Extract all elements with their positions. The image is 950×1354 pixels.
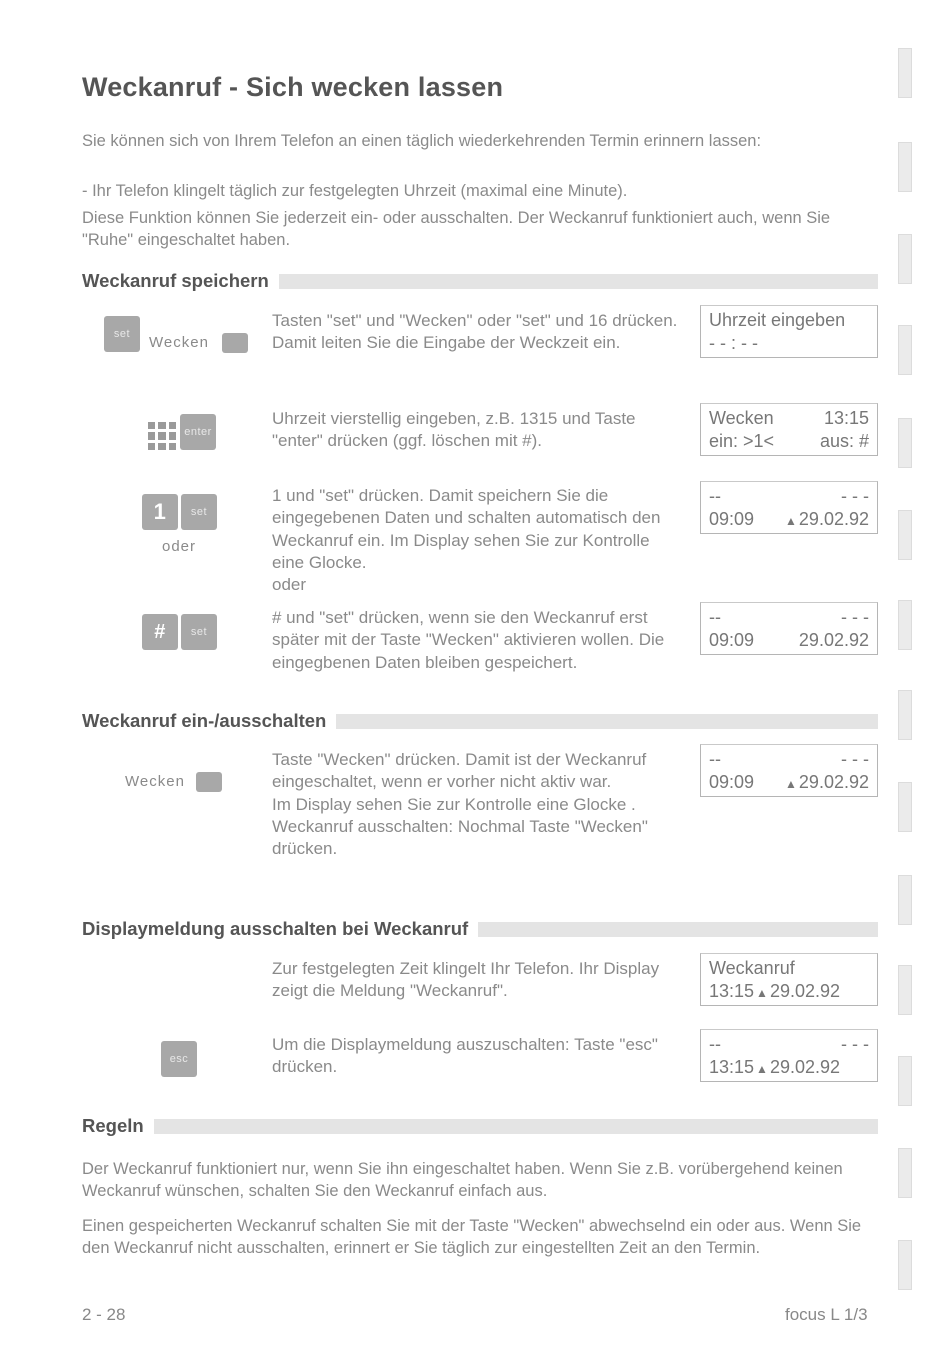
lcd-text: - - - [841, 749, 869, 769]
display-wecken-time [700, 403, 878, 456]
display-alarm-on [700, 481, 878, 534]
lcd-text: ein: >1< [709, 431, 775, 451]
step4-text: # und "set" drücken, wenn sie den Weckanruf erst später mit der Taste "Wecken" aktivieren wollen. Die eingegbenen Daten bleiben gespeichert. [272, 608, 665, 672]
lcd-text: -- [709, 1034, 721, 1054]
thumb-tab [898, 325, 912, 375]
section3-text-1: Zur festgelegten Zeit klingelt Ihr Telefon. Ihr Display zeigt die Meldung "Weckanruf". [272, 959, 660, 1001]
section-divider [279, 274, 878, 289]
lcd-text: 29.02.92 [798, 772, 869, 792]
display-alarm-off [700, 602, 878, 655]
section-heading-text: Weckanruf ein-/ausschalten [82, 710, 327, 731]
thumb-tab [898, 782, 912, 832]
wecken-key [222, 333, 248, 353]
section2-text-1: Taste "Wecken" drücken. Damit ist der Weckanruf eingeschaltet, wenn er vorher nicht aktiv war. [272, 750, 647, 792]
lcd-text: -- [709, 607, 721, 627]
display-weckanruf [700, 953, 878, 1006]
page-title: Weckanruf - Sich wecken lassen [82, 72, 504, 102]
thumb-tab [898, 1056, 912, 1106]
set-key: set [181, 494, 217, 530]
thumb-tab [898, 690, 912, 740]
lcd-text: 13:15 [823, 408, 869, 428]
lcd-text: Wecken [709, 408, 774, 428]
section2-text-3: Weckanruf ausschalten: Nochmal Taste "Wecken" drücken. [272, 816, 648, 859]
lcd-text: -- [709, 486, 721, 506]
lcd-text: 13:15 [709, 1057, 755, 1077]
set-key: set [104, 316, 140, 352]
section3-text-2: Um die Displaymeldung auszuschalten: Taste "esc" drücken. [272, 1035, 658, 1077]
lcd-text: - - - [841, 1034, 869, 1054]
page-number: 2 - 28 [82, 1305, 126, 1324]
step2-text: Uhrzeit vierstellig eingeben, z.B. 1315 und Taste "enter" drücken (ggf. löschen mit #). [272, 409, 636, 451]
thumb-tab [898, 1148, 912, 1198]
lcd-text: Weckanruf [709, 958, 795, 978]
section-heading-regeln [82, 1115, 878, 1137]
thumb-tab [898, 418, 912, 468]
key-one: 1 [142, 494, 178, 530]
lcd-text: 29.02.92 [798, 630, 869, 650]
section2-text [272, 749, 672, 860]
keypad-icon [148, 422, 176, 450]
section-heading-text: Displaymeldung ausschalten bei Weckanruf [82, 918, 469, 939]
lcd-text: - - - [841, 486, 869, 506]
lcd-text: 09:09 [709, 630, 755, 650]
section-heading-displaymeldung [82, 918, 878, 940]
lcd-text: 29.02.92 [769, 981, 841, 1001]
intro-line-3: Diese Funktion können Sie jederzeit ein- oder ausschalten. Der Weckanruf funktioniert auch, wenn Sie "Ruhe" eingeschaltet haben. [82, 209, 831, 249]
section-divider [154, 1119, 878, 1134]
thumb-tab [898, 875, 912, 925]
oder-label: oder [162, 538, 197, 555]
lcd-text: 29.02.92 [769, 1057, 841, 1077]
thumb-tab [898, 510, 912, 560]
thumb-tab [898, 48, 912, 98]
thumb-tab [898, 965, 912, 1015]
intro-line-1: Sie können sich von Ihrem Telefon an einen täglich wiederkehrenden Termin erinnern lassen: [82, 132, 762, 150]
intro-line-2: - Ihr Telefon klingelt täglich zur festgelegten Uhrzeit (maximal eine Minute). [82, 182, 628, 200]
wecken-key [196, 772, 222, 792]
display-alarm-on [700, 744, 878, 797]
display-uhrzeit-eingeben [700, 305, 878, 358]
bell-icon: ▲ [785, 777, 797, 791]
section-heading-speichern [82, 270, 878, 292]
section-heading-text: Weckanruf speichern [82, 270, 269, 291]
step3-text-main: 1 und "set" drücken. Damit speichern Sie die eingegebenen Daten und schalten automatisch den Weckanruf ein. Im Display sehen Sie zur Kontrolle eine Glocke. [272, 486, 661, 572]
enter-key: enter [180, 414, 216, 450]
lcd-text: 29.02.92 [798, 509, 869, 529]
product-name: focus L 1/3 [785, 1305, 868, 1324]
hash-key: # [142, 614, 178, 650]
display-after-esc [700, 1029, 878, 1082]
lcd-text: Uhrzeit eingeben [709, 310, 846, 330]
set-key: set [181, 614, 217, 650]
regeln-para-1: Der Weckanruf funktioniert nur, wenn Sie ihn eingeschaltet haben. Wenn Sie z.B. vorübergehend keinen Weckanruf wünschen, schalten Sie den Weckanruf einfach aus. [82, 1160, 843, 1200]
step3-text-oder: oder [272, 575, 307, 595]
lcd-text: 09:09 [709, 772, 755, 792]
section-divider [478, 922, 878, 937]
esc-key: esc [161, 1041, 197, 1077]
section-heading-ein-aus [82, 710, 878, 732]
bell-icon: ▲ [756, 1062, 768, 1076]
thumb-tab [898, 600, 912, 650]
section-heading-text: Regeln [82, 1115, 144, 1136]
lcd-text: 13:15 [709, 981, 755, 1001]
section2-text-2: Im Display sehen Sie zur Kontrolle eine Glocke . [272, 794, 636, 814]
thumb-tab [898, 234, 912, 284]
lcd-text: - - : - - [709, 333, 758, 353]
regeln-para-2: Einen gespeicherten Weckanruf schalten Sie mit der Taste "Wecken" abwechselnd ein oder aus. Wenn Sie den Weckanruf nicht ausschalten, erinnert er Sie täglich zur eingestellten Zeit an den Termin. [82, 1217, 862, 1257]
bell-icon: ▲ [785, 514, 797, 528]
wecken-key-label: Wecken [125, 773, 185, 790]
thumb-tab [898, 1240, 912, 1290]
lcd-text: -- [709, 749, 721, 769]
section-divider [336, 714, 878, 729]
bell-icon: ▲ [756, 986, 768, 1000]
lcd-text: - - - [841, 607, 869, 627]
lcd-text: 09:09 [709, 509, 755, 529]
thumb-tab [898, 142, 912, 192]
lcd-text: aus: # [819, 431, 869, 451]
wecken-key-label: Wecken [149, 334, 209, 351]
step1-text: Tasten "set" und "Wecken" oder "set" und 16 drücken. Damit leiten Sie die Eingabe der Weckzeit ein. [272, 311, 678, 353]
step3-text [272, 485, 682, 596]
